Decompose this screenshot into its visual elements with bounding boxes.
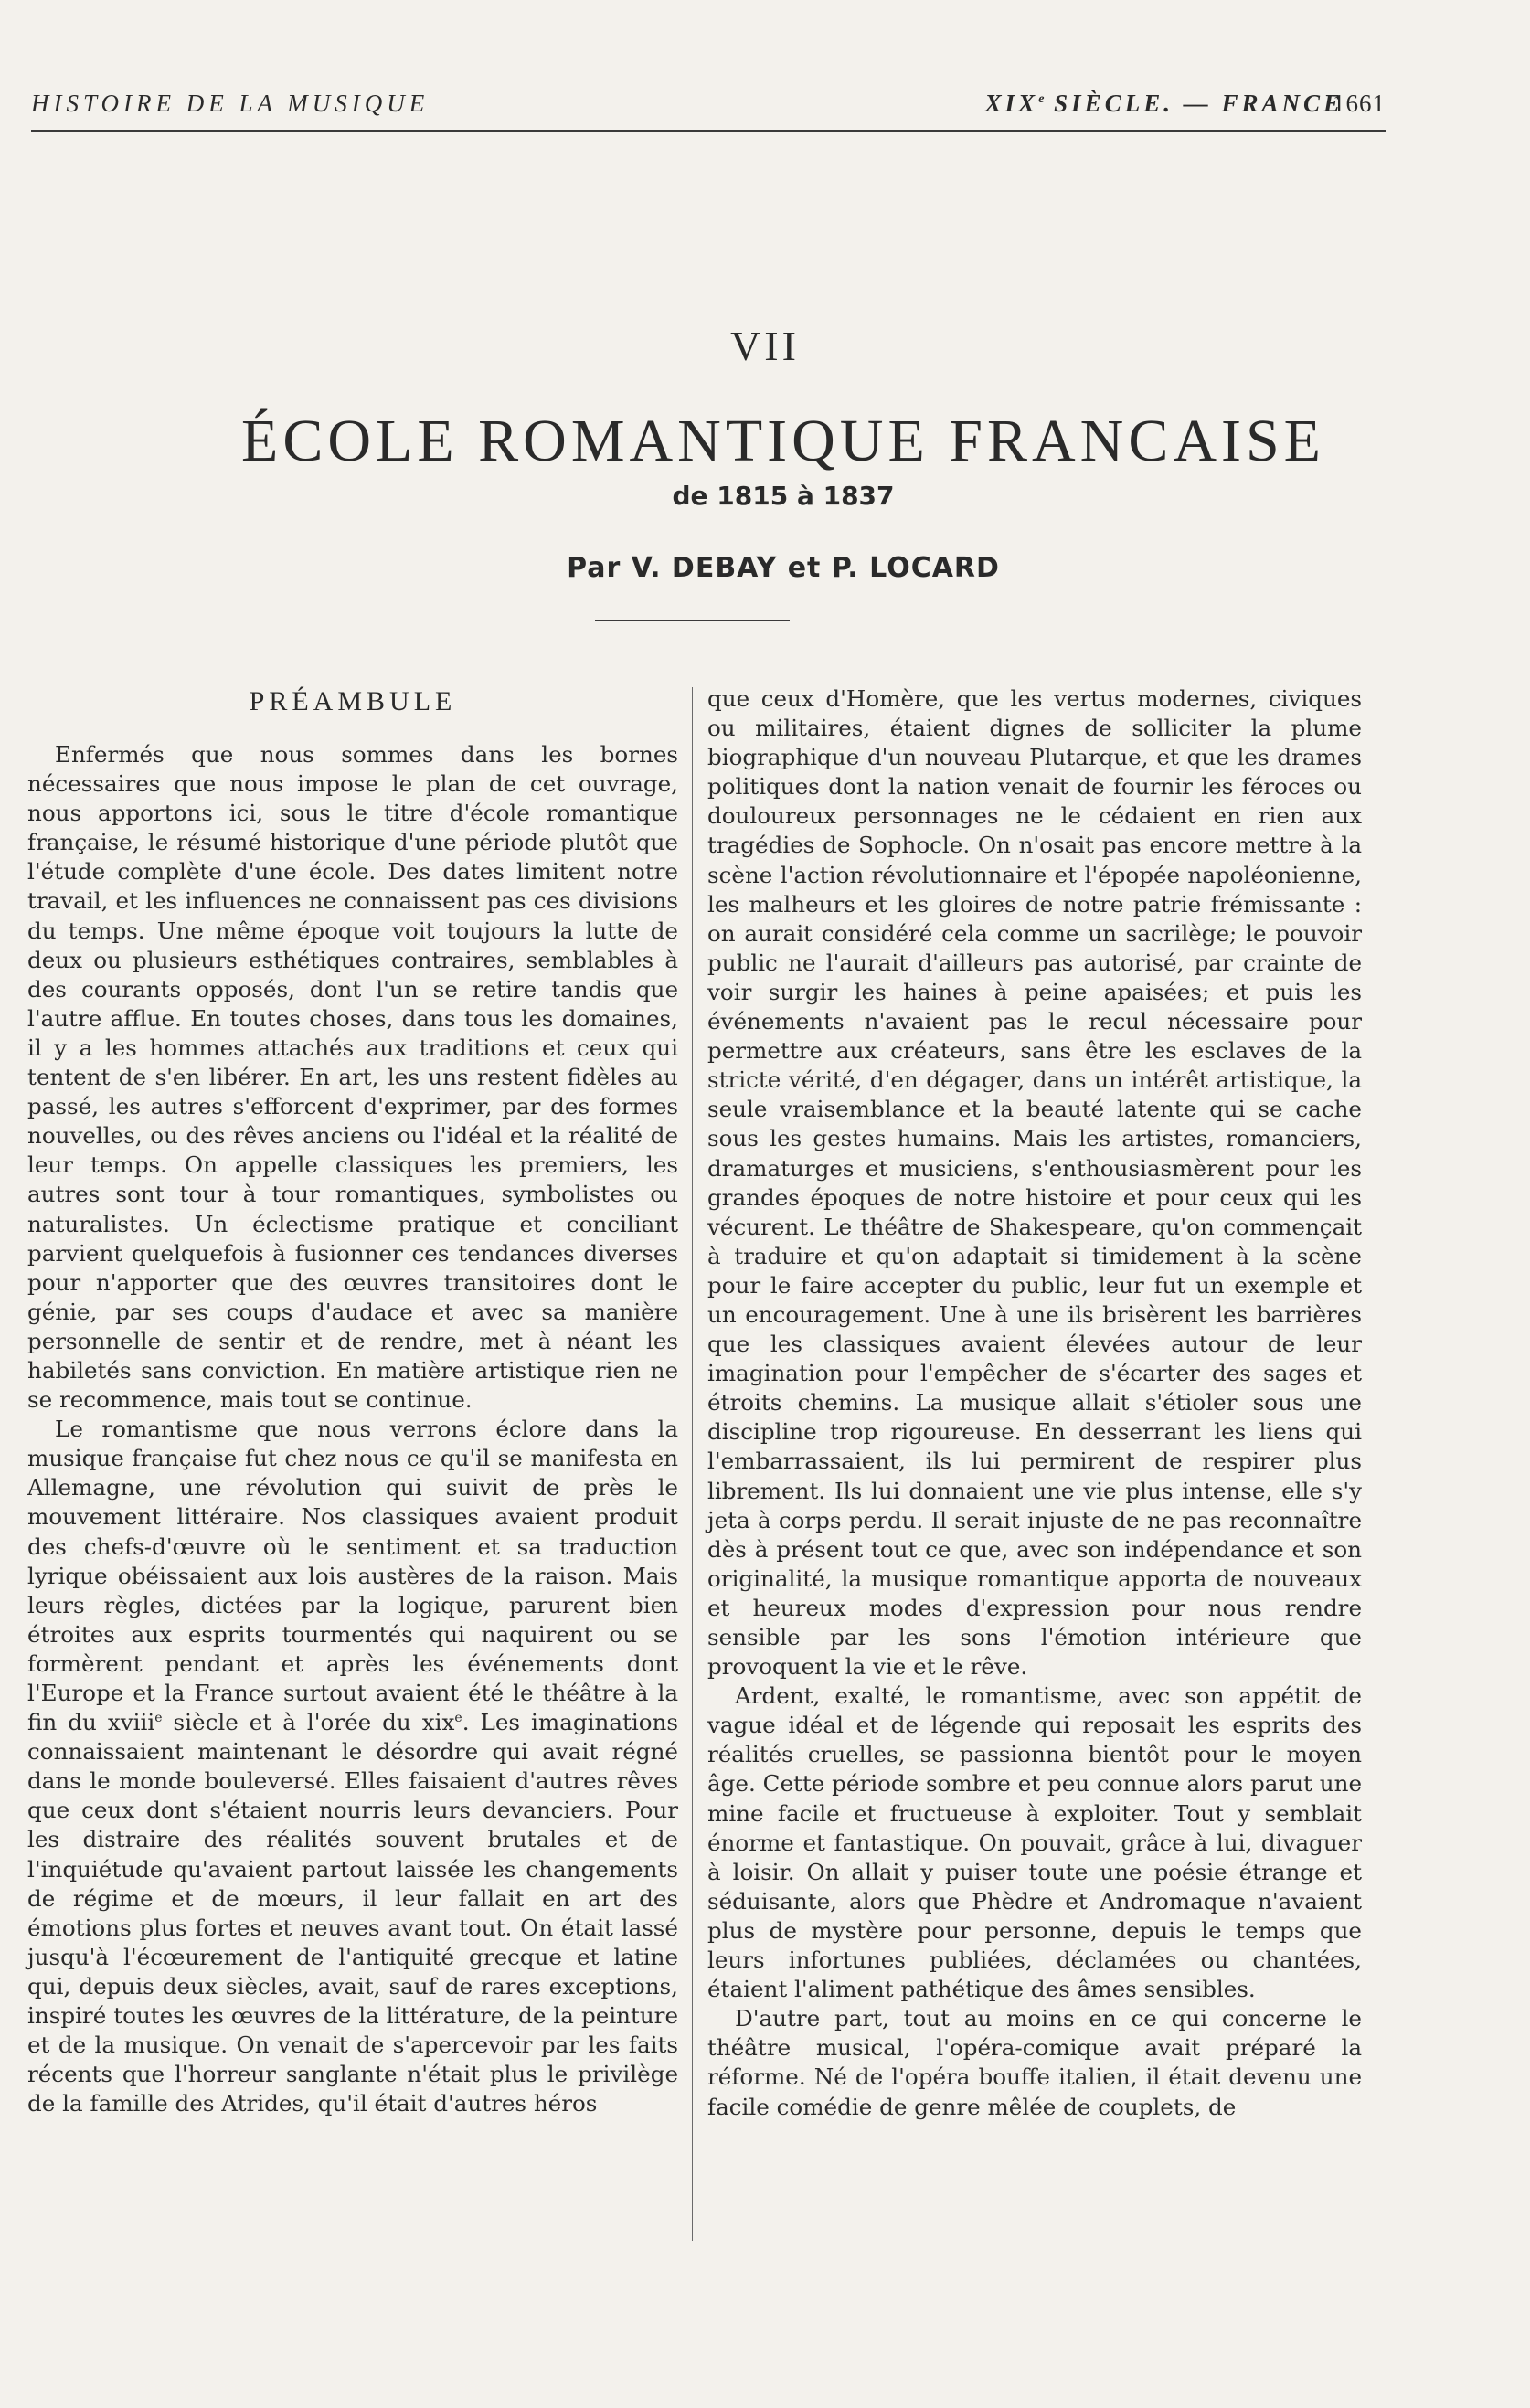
paragraph-4: D'autre part, tout au moins en ce qui concerne le théâtre musical, l'opéra-comique avait préparé la réforme. Né de l'opéra bouffe italien, il était devenu une facile comédie de genre mêlée de couplets, de [707,2005,1362,2120]
running-head-country: SIÈCLE. — FRANCE [1044,90,1344,117]
paragraph-2-part-c: . Les imaginations connaissaient maintenant le désordre qui avait régné dans le monde bouleversé. Elles faisaient d'autres rêves que ceux dont s'étaient nourris leurs devanciers. Pour les distraire des réalités souvent brutales et de l'inquiétude qu'avaient partout laissée les changements de régime et de mœurs, il leur fallait en art des émotions plus fortes et neuves avant tout. On était lassé jusqu'à l'écœurement de l'antiquité grecque et latine qui, depuis deux siècles, avait, sauf de rares exceptions, inspiré toutes les œuvres de la littérature, de la peinture et de la musique. On venait de s'apercevoir par les faits récents que l'horreur sanglante n'était plus le privilège de la famille des Atrides, qu'il était d'autres héros [27,1709,679,2117]
page-number: 1661 [1333,90,1386,117]
paragraph-1: Enfermés que nous sommes dans les bornes nécessaires que nous impose le plan de cet ouvrage, nous apportons ici, sous le titre d'école romantique française, le résumé historique d'une période plutôt que l'étude complète d'une école. Des dates limitent notre travail, et les influences ne connaissent pas ces divisions du temps. Une même époque voit toujours la lutte de deux ou plusieurs esthétiques contraires, semblables à des courants opposés, dont l'un se retire tandis que l'autre afflue. En toutes choses, dans tous les domaines, il y a les hommes attachés aux traditions et ceux qui tentent de s'en libérer. En art, les uns restent fidèles au passé, les autres s'efforcent d'exprimer, par des formes nouvelles, ou des rêves anciens ou l'idéal et la réalité de leur temps. On appelle classiques les premiers, les autres sont tour à tour romantiques, symbolistes ou naturalistes. Un éclectisme pratique et conciliant parvient quelquefois à fusionner ces tendances diverses pour n'apporter que des œuvres transitoires dont le génie, par ses coups d'audace et avec sa manière personnelle de sentir et de rendre, met à néant les habiletés sans conviction. En matière artistique rien ne se recommence, mais tout se continue. [27,741,678,1414]
chapter-title: ÉCOLE ROMANTIQUE FRANCAISE [241,408,1325,474]
paragraph-2-continued: que ceux d'Homère, que les vertus modernes, civiques ou militaires, étaient dignes de solliciter la plume biographique d'un nouveau Plutarque, et que les drames politiques dont la nation venait de fournir les féroces ou douloureux personnages ne le cédaient en rien aux tragédies de Sophocle. On n'osait pas encore mettre à la scène l'action révolutionnaire et l'épopée napoléonienne, les malheurs et les gloires de notre patrie frémissante : on aurait considéré cela comme un sacrilège; le pouvoir public ne l'aurait d'ailleurs pas autorisé, par crainte de voir surgir les haines à peine apaisées; et puis les événements n'avaient pas le recul nécessaire pour permettre aux créateurs, sans être les esclaves de la stricte vérité, d'en dégager, dans un intérêt artistique, la seule vraisemblance et la beauté latente qui se cache sous les gestes humains. Mais les artistes, romanciers, dramaturges et musiciens, s'enthousiasmèrent pour les grandes époques de notre histoire et pour ceux qui les vécurent. Le théâtre de Shakespeare, qu'on commençait à traduire et qu'on adaptait si timidement à la scène pour le faire accepter du public, leur fut un exemple et un encouragement. Une à une ils brisèrent les barrières que les classiques avaient élevées autour de leur imagination pour l'empêcher de s'écarter des sages et étroits chemins. La musique allait s'étioler sous une discipline trop rigoureuse. En desserrant les liens qui l'embarrassaient, ils lui permirent de respirer plus librement. Ils lui donnaient une vie plus intense, elle s'y jeta à corps perdu. Il serait injuste de ne pas reconnaître dès à présent tout ce que, avec son indépendance et son originalité, la musique romantique apporta de nouveaux et heureux modes d'expression pour nous rendre sensible par les sons l'émotion intérieure que provoquent la vie et le rêve. [707,685,1362,1681]
paragraph-3: Ardent, exalté, le romantisme, avec son appétit de vague idéal et de légende qui reposait les esprits des réalités cruelles, se passionna bientôt pour le moyen âge. Cette période sombre et peu connue alors parut une mine facile et fructueuse à exploiter. Tout y semblait énorme et fantastique. On pouvait, grâce à lui, divaguer à loisir. On allait y puiser toute une poésie étrange et séduisante, alors que Phèdre et Andromaque n'avaient plus de mystère pour personne, depuis le temps que leurs infortunes publiées, déclamées ou chantées, étaient l'aliment pathétique des âmes sensibles. [707,1682,1362,2003]
chapter-dates: de 1815 à 1837 [672,481,895,511]
chapter-number: VII [730,323,800,369]
paragraph-2 [27,1415,678,2118]
left-column [27,684,678,2253]
running-head-title: HISTOIRE DE LA MUSIQUE [31,90,430,117]
century-18: xviii [107,1709,155,1736]
running-head-century-sup: e [1038,92,1045,106]
century-19-sup: e [454,1710,462,1725]
running-head-section [985,90,1344,118]
title-divider [595,620,790,621]
paragraph-2-part-b: siècle et à l'orée du [162,1709,422,1736]
right-column [707,684,1362,2253]
column-divider [692,687,693,2241]
century-18-sup: e [154,1710,163,1725]
running-head [31,86,1386,132]
section-heading: PRÉAMBULE [249,686,457,716]
chapter-authors: Par V. DEBAY et P. LOCARD [567,552,1000,584]
century-19: xix [421,1709,455,1736]
paragraph-2-part-a: Le romantisme que nous verrons éclore dans la musique française fut chez nous ce qu'il se manifesta en Allemagne, une révolution qui suivit de près le mouvement littéraire. Nos classiques avaient produit des chefs-d'œuvre où le sentiment et sa traduction lyrique obéissaient aux lois austères de la raison. Mais leurs règles, dictées par la logique, parurent bien étroites aux esprits tourmentés qui naquirent ou se formèrent pendant et après les événements dont l'Europe et la France surtout avaient été le théâtre à la fin du [27,1416,678,1736]
running-head-century: XIX [984,90,1039,117]
